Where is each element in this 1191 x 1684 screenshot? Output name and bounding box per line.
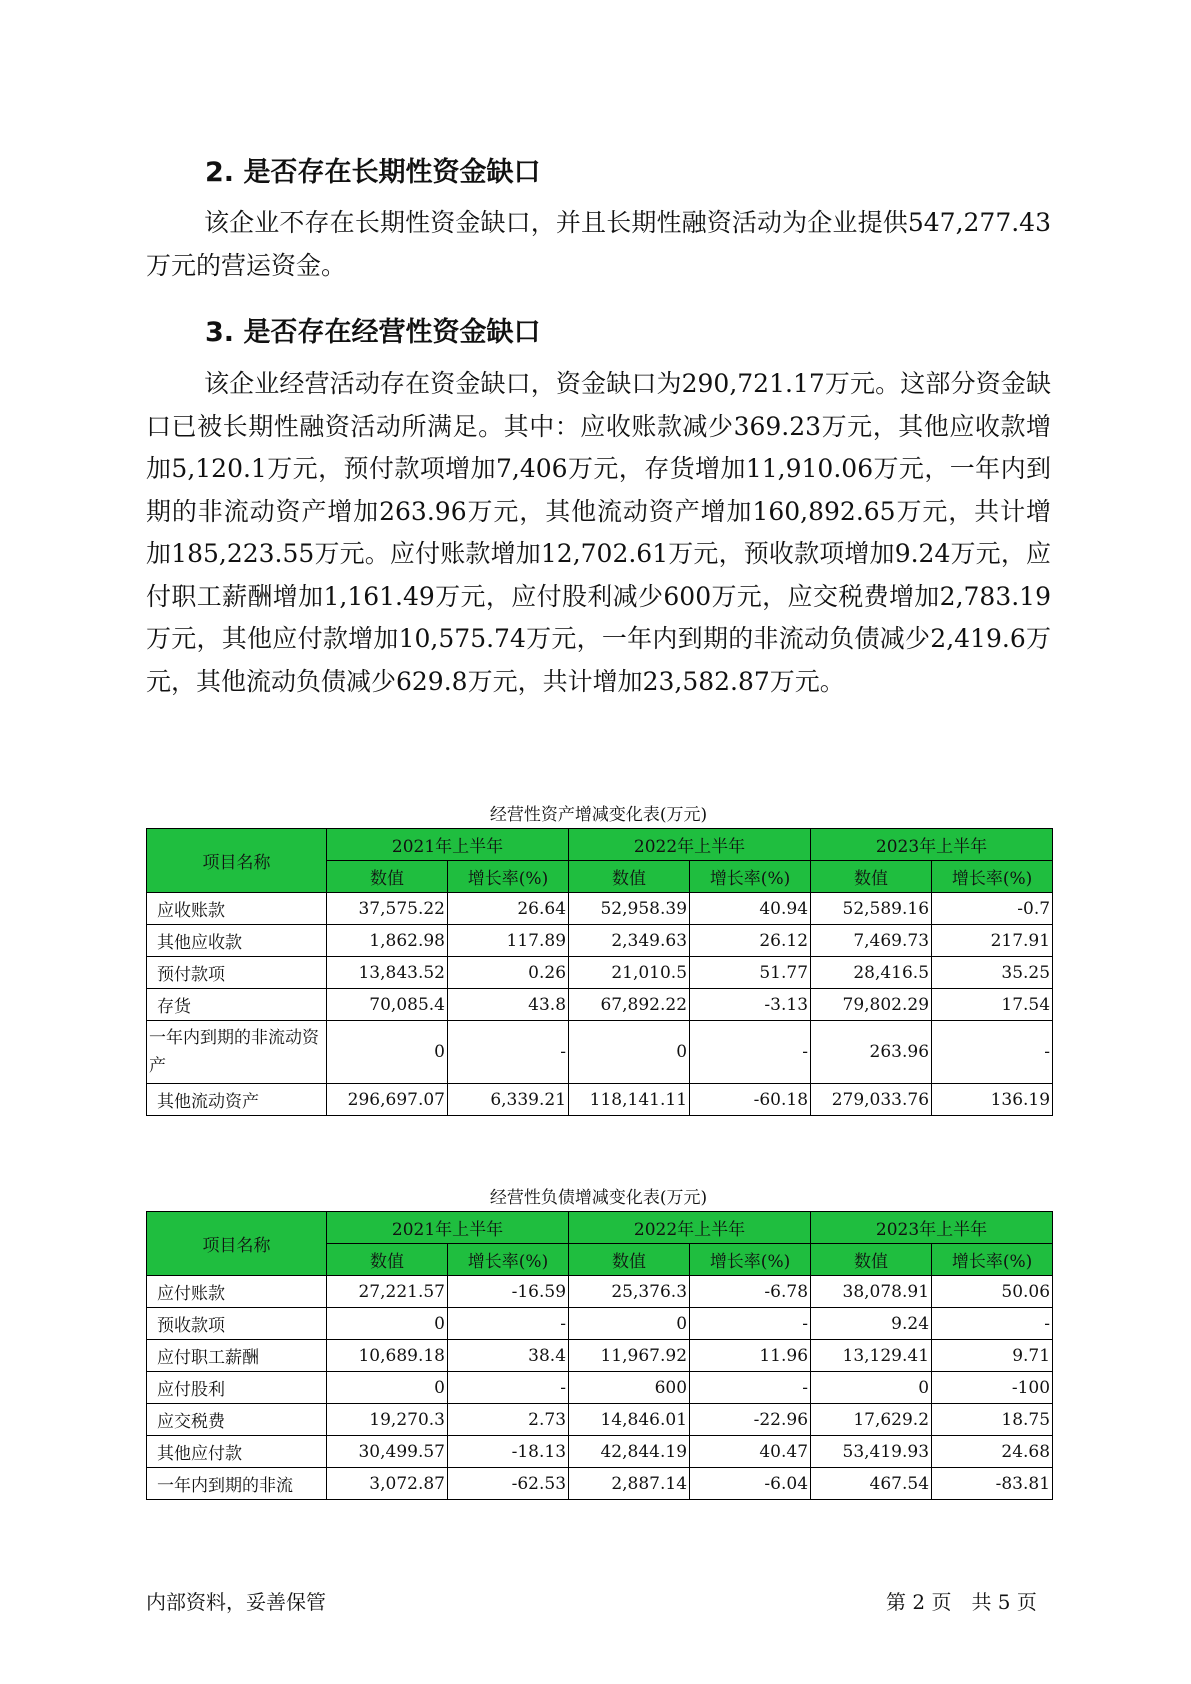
table-row <box>147 1404 1053 1436</box>
row-item-name: 应交税费 <box>147 1404 327 1436</box>
rate-header: 增长率(%) <box>448 861 569 893</box>
growth-rate-cell: 17.54 <box>932 989 1053 1021</box>
section-3-paragraph: 该企业经营活动存在资金缺口，资金缺口为290,721.17万元。这部分资金缺口已被长期性融资活动所满足。其中：应收账款减少369.23万元，其他应收款增加5,120.1万元，预付款项增加7,406万元，存货增加11,910.06万元，一年内到期的非流动资产增加263.96万元，其他流动资产增加160,892.65万元，共计增加185,223.55万元。应付账款增加12,702.61万元，预收款项增加9.24万元，应付职工薪酬增加1,161.49万元，应付股利减少600万元，应交税费增加2,783.19万元，其他应付款增加10,575.74万元，一年内到期的非流动负债减少2,419.6万元，其他流动负债减少629.8万元，共计增加23,582.87万元。 <box>146 369 1051 696</box>
table-row <box>147 1021 1053 1084</box>
value-cell: 11,967.92 <box>569 1340 690 1372</box>
period-header-2023: 2023年上半年 <box>811 1212 1053 1244</box>
row-item-name: 存货 <box>147 989 327 1021</box>
row-item-name: 应收账款 <box>147 893 327 925</box>
value-cell: 7,469.73 <box>811 925 932 957</box>
growth-rate-cell: 217.91 <box>932 925 1053 957</box>
item-name-header: 项目名称 <box>147 1212 327 1276</box>
row-item-name: 应付账款 <box>147 1276 327 1308</box>
footer-confidential-note: 内部资料，妥善保管 <box>146 1590 326 1614</box>
value-cell: 600 <box>569 1372 690 1404</box>
table-row <box>147 1372 1053 1404</box>
growth-rate-cell: 26.12 <box>690 925 811 957</box>
growth-rate-cell: - <box>932 1308 1053 1340</box>
table-row <box>147 1340 1053 1372</box>
section-2-paragraph: 该企业不存在长期性资金缺口，并且长期性融资活动为企业提供547,277.43万元的营运资金。 <box>146 208 1051 280</box>
growth-rate-cell: 40.94 <box>690 893 811 925</box>
value-cell: 42,844.19 <box>569 1436 690 1468</box>
value-cell: 263.96 <box>811 1021 932 1084</box>
value-header: 数值 <box>811 1244 932 1276</box>
table-row <box>147 989 1053 1021</box>
growth-rate-cell: 24.68 <box>932 1436 1053 1468</box>
value-cell: 0 <box>811 1372 932 1404</box>
rate-header: 增长率(%) <box>932 1244 1053 1276</box>
growth-rate-cell: 11.96 <box>690 1340 811 1372</box>
growth-rate-cell: 18.75 <box>932 1404 1053 1436</box>
value-cell: 0 <box>569 1021 690 1084</box>
period-header-2022: 2022年上半年 <box>569 1212 811 1244</box>
value-cell: 296,697.07 <box>327 1084 448 1116</box>
period-header-2022: 2022年上半年 <box>569 829 811 861</box>
value-header: 数值 <box>327 1244 448 1276</box>
row-item-name: 其他流动资产 <box>147 1084 327 1116</box>
growth-rate-cell: -60.18 <box>690 1084 811 1116</box>
value-cell: 52,589.16 <box>811 893 932 925</box>
value-cell: 25,376.3 <box>569 1276 690 1308</box>
value-cell: 28,416.5 <box>811 957 932 989</box>
table-row <box>147 1276 1053 1308</box>
rate-header: 增长率(%) <box>690 1244 811 1276</box>
growth-rate-cell: - <box>690 1372 811 1404</box>
value-cell: 13,129.41 <box>811 1340 932 1372</box>
growth-rate-cell: 117.89 <box>448 925 569 957</box>
value-cell: 79,802.29 <box>811 989 932 1021</box>
growth-rate-cell: -6.04 <box>690 1468 811 1500</box>
row-item-name: 其他应收款 <box>147 925 327 957</box>
value-cell: 1,862.98 <box>327 925 448 957</box>
growth-rate-cell: - <box>448 1021 569 1084</box>
growth-rate-cell: 2.73 <box>448 1404 569 1436</box>
value-cell: 118,141.11 <box>569 1084 690 1116</box>
row-item-name: 一年内到期的非流 <box>147 1468 327 1500</box>
value-cell: 467.54 <box>811 1468 932 1500</box>
table-row <box>147 925 1053 957</box>
period-header-2021: 2021年上半年 <box>327 829 569 861</box>
growth-rate-cell: -0.7 <box>932 893 1053 925</box>
value-cell: 2,349.63 <box>569 925 690 957</box>
growth-rate-cell: - <box>690 1021 811 1084</box>
value-cell: 17,629.2 <box>811 1404 932 1436</box>
growth-rate-cell: -6.78 <box>690 1276 811 1308</box>
growth-rate-cell: 51.77 <box>690 957 811 989</box>
value-cell: 2,887.14 <box>569 1468 690 1500</box>
value-cell: 0 <box>569 1308 690 1340</box>
growth-rate-cell: -62.53 <box>448 1468 569 1500</box>
value-cell: 279,033.76 <box>811 1084 932 1116</box>
value-cell: 9.24 <box>811 1308 932 1340</box>
value-cell: 14,846.01 <box>569 1404 690 1436</box>
table-row <box>147 1308 1053 1340</box>
growth-rate-cell: 6,339.21 <box>448 1084 569 1116</box>
growth-rate-cell: - <box>448 1372 569 1404</box>
section-2-heading: 2. 是否存在长期性资金缺口 <box>205 157 541 188</box>
value-cell: 0 <box>327 1372 448 1404</box>
asset-table-caption: 经营性资产增减变化表(万元) <box>489 805 708 825</box>
growth-rate-cell: 9.71 <box>932 1340 1053 1372</box>
growth-rate-cell: 43.8 <box>448 989 569 1021</box>
table-row <box>147 957 1053 989</box>
growth-rate-cell: -3.13 <box>690 989 811 1021</box>
value-cell: 52,958.39 <box>569 893 690 925</box>
value-cell: 27,221.57 <box>327 1276 448 1308</box>
value-header: 数值 <box>327 861 448 893</box>
liability-table-caption: 经营性负债增减变化表(万元) <box>489 1188 708 1208</box>
value-cell: 21,010.5 <box>569 957 690 989</box>
value-cell: 30,499.57 <box>327 1436 448 1468</box>
row-item-name: 应付职工薪酬 <box>147 1340 327 1372</box>
value-cell: 0 <box>327 1021 448 1084</box>
value-header: 数值 <box>569 861 690 893</box>
growth-rate-cell: 136.19 <box>932 1084 1053 1116</box>
period-header-2021: 2021年上半年 <box>327 1212 569 1244</box>
growth-rate-cell: -100 <box>932 1372 1053 1404</box>
table-row <box>147 1436 1053 1468</box>
row-item-name: 应付股利 <box>147 1372 327 1404</box>
value-cell: 0 <box>327 1308 448 1340</box>
growth-rate-cell: - <box>448 1308 569 1340</box>
value-cell: 37,575.22 <box>327 893 448 925</box>
value-cell: 10,689.18 <box>327 1340 448 1372</box>
period-header-2023: 2023年上半年 <box>811 829 1053 861</box>
value-cell: 53,419.93 <box>811 1436 932 1468</box>
table-row <box>147 1468 1053 1500</box>
growth-rate-cell: 26.64 <box>448 893 569 925</box>
growth-rate-cell: -16.59 <box>448 1276 569 1308</box>
value-header: 数值 <box>569 1244 690 1276</box>
growth-rate-cell: -18.13 <box>448 1436 569 1468</box>
value-header: 数值 <box>811 861 932 893</box>
item-name-header: 项目名称 <box>147 829 327 893</box>
value-cell: 38,078.91 <box>811 1276 932 1308</box>
growth-rate-cell: 0.26 <box>448 957 569 989</box>
value-cell: 3,072.87 <box>327 1468 448 1500</box>
growth-rate-cell: 38.4 <box>448 1340 569 1372</box>
rate-header: 增长率(%) <box>932 861 1053 893</box>
asset-change-table <box>146 828 1053 1116</box>
footer-page-number: 第 2 页 共 5 页 <box>886 1590 1037 1614</box>
section-3-heading: 3. 是否存在经营性资金缺口 <box>205 317 541 348</box>
rate-header: 增长率(%) <box>690 861 811 893</box>
row-item-name: 预付款项 <box>147 957 327 989</box>
growth-rate-cell: 35.25 <box>932 957 1053 989</box>
table-row <box>147 893 1053 925</box>
growth-rate-cell: - <box>690 1308 811 1340</box>
growth-rate-cell: 50.06 <box>932 1276 1053 1308</box>
value-cell: 67,892.22 <box>569 989 690 1021</box>
value-cell: 70,085.4 <box>327 989 448 1021</box>
growth-rate-cell: 40.47 <box>690 1436 811 1468</box>
row-item-name: 预收款项 <box>147 1308 327 1340</box>
value-cell: 19,270.3 <box>327 1404 448 1436</box>
growth-rate-cell: -83.81 <box>932 1468 1053 1500</box>
growth-rate-cell: - <box>932 1021 1053 1084</box>
rate-header: 增长率(%) <box>448 1244 569 1276</box>
row-item-name: 一年内到期的非流动资产 <box>147 1021 327 1084</box>
value-cell: 13,843.52 <box>327 957 448 989</box>
growth-rate-cell: -22.96 <box>690 1404 811 1436</box>
table-row <box>147 1084 1053 1116</box>
row-item-name: 其他应付款 <box>147 1436 327 1468</box>
liability-change-table <box>146 1211 1053 1500</box>
